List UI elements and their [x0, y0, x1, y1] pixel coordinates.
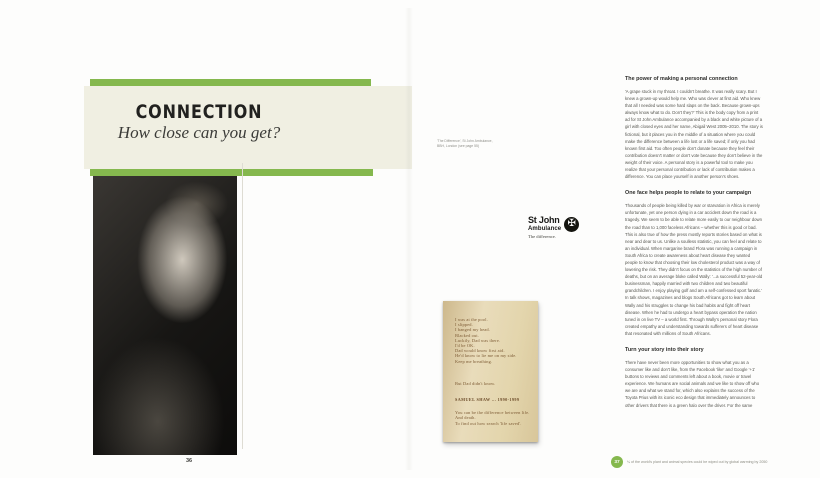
green-rule-top [90, 79, 371, 86]
artwork-caption-line1: 'The Difference', St John Ambulance, [437, 139, 493, 143]
note-line: Luckily, Dad was there. [455, 337, 501, 343]
chapter-subtitle: How close can you get? [117, 123, 281, 142]
logo-tagline: The difference. [528, 234, 556, 239]
section-body: There have never been more opportunities to show what you as a consumer like and don't like, from the Facebook 'like' and Google '+1' buttons to reviews and comments left about a book, movie or travel experience. We humans are social animals and we like to show off who we are and what we stand for, which also explains the success of the Toyota Prius with its iconic eco design that immediately announces to other drivers that there is a green halo over the driver. For the same [625, 360, 760, 408]
green-rule-bottom [90, 169, 373, 176]
note-line: Dad would know first aid. [455, 348, 505, 354]
chapter-title: CONNECTION [135, 101, 263, 123]
note-line: I banged my head. [455, 327, 490, 333]
note-line: To find out how search 'life saved'. [455, 420, 522, 426]
section-heading: The power of making a personal connection [625, 76, 738, 82]
note-victim-name: SAMUEL SHAW ... 1990-1999 [455, 397, 520, 403]
typed-note-paper [443, 301, 538, 442]
note-line: I slipped. [455, 322, 473, 328]
section-personal-connection [625, 76, 764, 180]
note-line: Keep me breathing. [455, 358, 493, 364]
note-line: But Dad didn't know. [455, 380, 496, 386]
artwork-caption [437, 139, 529, 148]
section-heading: One face helps people to relate to your campaign [625, 190, 752, 197]
footer-fact: ¼ of the world's plant and animal species could be wiped out by global warming by 2050 [627, 460, 768, 464]
maltese-cross-glyph: ✠ [567, 218, 576, 229]
right-page-number: 37 [614, 459, 620, 465]
body-text-column [625, 76, 764, 409]
boy-portrait-photo [93, 176, 237, 455]
note-line: And death. [455, 415, 476, 421]
logo-name-line1: St John [528, 215, 560, 225]
section-heading: Turn your story into their story [625, 347, 704, 353]
maltese-cross-icon [564, 217, 579, 232]
right-page-number-badge [611, 456, 623, 468]
photo-edge-shadow [242, 163, 243, 449]
note-line: I was at the pool. [455, 317, 488, 322]
section-their-story [625, 347, 764, 409]
left-page-number: 36 [186, 458, 193, 464]
logo-name-line2: Ambulance [528, 226, 562, 232]
note-line: You can be the difference between life. [455, 410, 530, 416]
note-line: I'd be OK. [455, 343, 475, 349]
page-fold [405, 8, 413, 470]
section-body: 'A grape stuck in my throat. I couldn't breathe. It was really scary. But I knew a grown-up would help me. Who was clever at first aid. Who knew that all I needed was some hard slaps on the back. Because grown-ups always know what to do. Don't they?' This is the body copy from a print ad for St John Ambulance accompanied by a black and white picture of a girl with closed eyes and her name, Abigail West 2005–2010. The story is fictional, but it places you in the middle of a situation where you could make the difference between a life lost or a life saved; if only you had known first aid. Too often people don't donate because they feel their contribution doesn't matter or don't vote because they don't believe in the weight of their voice. A personal story is a powerful tool to make you realize that your personal contribution or lack of contribution makes a difference. You can place yourself in another person's shoes. [625, 89, 763, 180]
note-line: He'd know to lie me on my side. [455, 353, 517, 359]
chapter-title-block [88, 102, 310, 143]
logo-wordmark [528, 216, 561, 232]
section-body: Thousands of people being killed by war or starvation in Africa is merely unfortunate, yet one person dying in a car accident down the road is a tragedy. We seem to be able to relate more easily to our neighbour down the road than to 1,000 faceless Africans – whether this is good or bad. This is also true of how the press mostly reports stories based on what is near and dear to us. Unlike a soulless statistic, you can feel and relate to an individual. When margarine brand Flora was running a campaign in South Africa to create awareness about heart disease they wanted people to know that choosing their low cholesterol product was a way of lowering the risk. They didn't focus on the statistics of the high number of deaths, but on an average bloke called Wally: '...a successful 52-year-old businessman, happily married with two children and two beautiful grandchildren. I enjoy playing golf and am a self-confessed sport fanatic.' In talk shows, magazines and blogs South Africans got to learn about Wally and his struggles to change his bad habits and fight off heart disease. When he had to undergo a heart bypass operation the nation tuned in on live TV – a world first. Through Wally's personal story Flora created empathy and understanding towards sufferers of heart disease that resonated with millions of South Africans. [625, 203, 763, 336]
note-line: Blacked out. [455, 332, 479, 338]
st-john-ambulance-logo [528, 216, 579, 239]
artwork-caption-line2: BBH, London (see page 55) [437, 143, 480, 148]
section-one-face [625, 190, 764, 337]
